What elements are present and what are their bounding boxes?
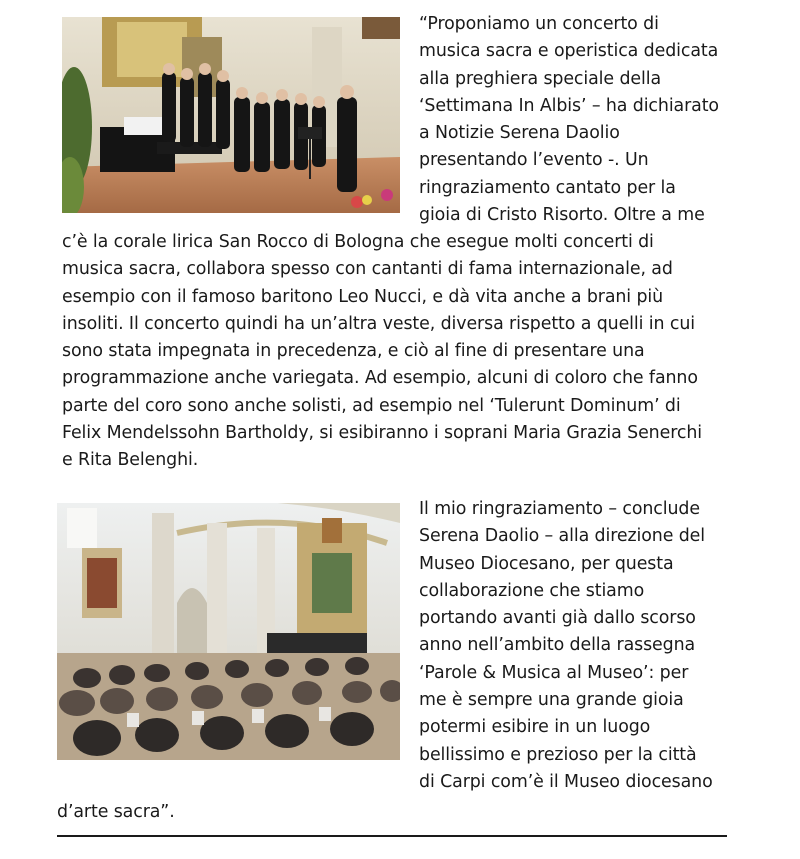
text-line: sono stata impegnata in precedenza, e ciò al fine di presentare una — [62, 341, 645, 362]
text-line: Felix Mendelssohn Bartholdy, si esibiranno i soprani Maria Grazia Senerchi — [62, 423, 702, 444]
text-line: e Rita Belenghi. — [62, 450, 199, 471]
text-line: ringraziamento cantato per la — [419, 177, 676, 198]
text-line: ‘Settimana In Albis’ – ha dichiarato — [419, 95, 719, 116]
text-line: “Proponiamo un concerto di — [419, 14, 659, 34]
text-line: parte del coro sono anche solisti, ad esempio nel ‘Tulerunt Dominum’ di — [62, 395, 681, 416]
text-line: musica sacra e operistica dedicata — [419, 41, 719, 62]
text-line: collaborazione che stiamo — [419, 580, 645, 601]
text-line: programmazione anche variegata. Ad esempio, alcuni di coloro che fanno — [62, 368, 698, 389]
text-line: esempio con il famoso baritono Leo Nucci, e dà vita anche a brani più — [62, 286, 664, 307]
text-line: di Carpi com’è il Museo diocesano — [419, 771, 713, 792]
paragraph-2-beside-photo — [419, 496, 713, 796]
paragraph-2-tail — [57, 799, 175, 826]
text-line: me è sempre una grande gioia — [419, 690, 684, 711]
text-line: c’è la corale lirica San Rocco di Bologna che esegue molti concerti di — [62, 232, 654, 252]
text-line: presentando l’evento -. Un — [419, 150, 649, 171]
church-audience-photo — [57, 503, 400, 760]
paragraph-1-beside-photo — [419, 11, 719, 229]
text-line: musica sacra, collabora spesso con cantanti di fama internazionale, ad — [62, 259, 673, 280]
choir-concert-photo — [62, 17, 400, 213]
bottom-divider — [57, 835, 727, 837]
text-line: potermi esibire in un luogo — [419, 717, 651, 738]
text-line: portando avanti già dallo scorso — [419, 608, 696, 629]
text-line: insoliti. Il concerto quindi ha un’altra veste, diversa rispetto a quelli in cui — [62, 313, 696, 334]
text-line: alla preghiera speciale della — [419, 68, 662, 89]
text-line: Museo Diocesano, per questa — [419, 553, 674, 574]
text-line: gioia di Cristo Risorto. Oltre a me — [419, 205, 705, 226]
text-line: a Notizie Serena Daolio — [419, 123, 620, 144]
choir-photo-icon — [62, 17, 400, 213]
paragraph-1-full-width — [62, 229, 702, 475]
text-line: anno nell’ambito della rassegna — [419, 635, 696, 656]
text-line: d’arte sacra”. — [57, 802, 175, 822]
text-line: Il mio ringraziamento – conclude — [419, 499, 700, 519]
church-interior-photo-icon — [57, 503, 400, 760]
text-line: Serena Daolio – alla direzione del — [419, 526, 706, 547]
text-line: ‘Parole & Musica al Museo’: per — [419, 662, 689, 683]
text-line: bellissimo e prezioso per la città — [419, 744, 697, 765]
